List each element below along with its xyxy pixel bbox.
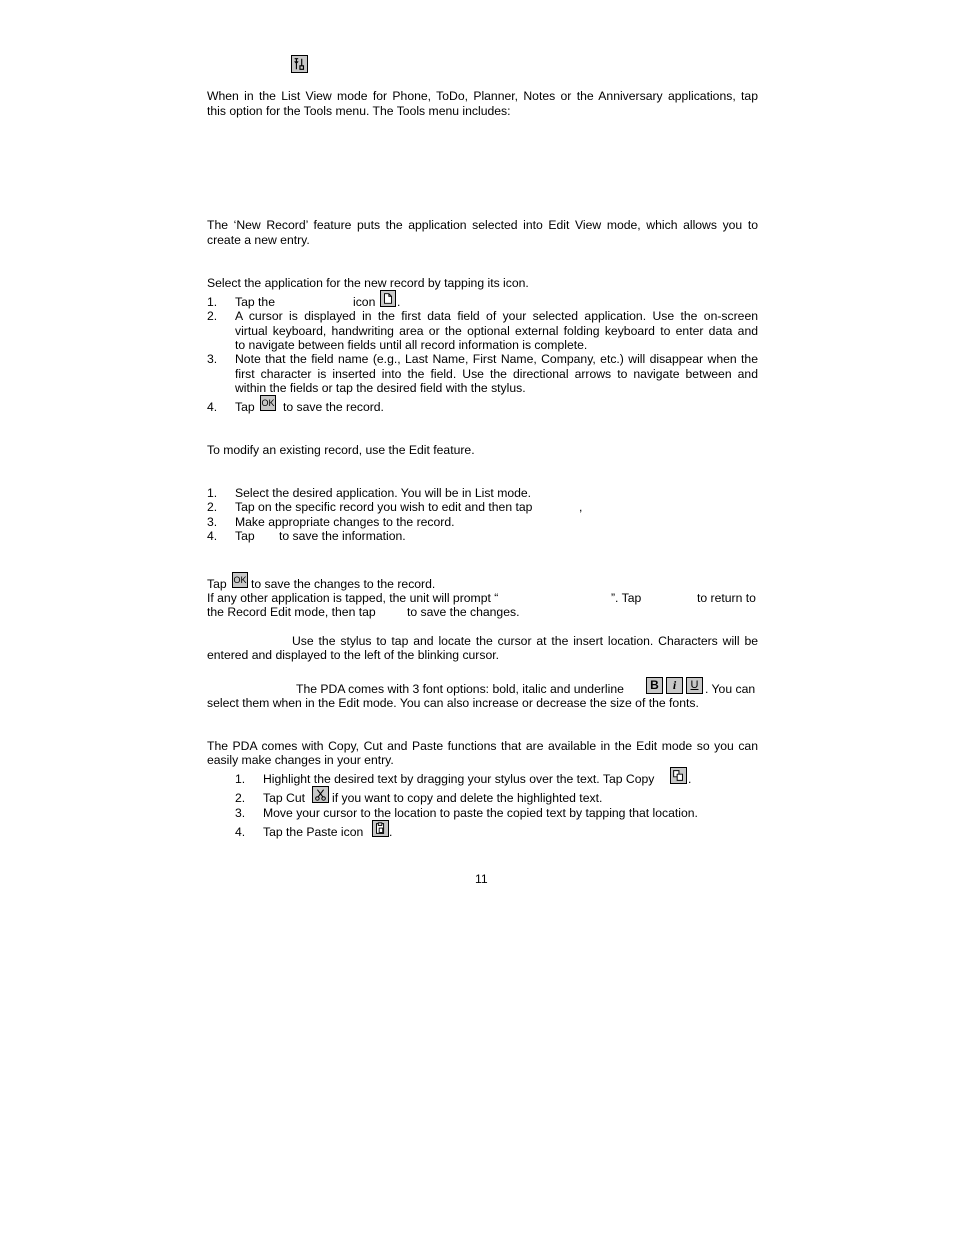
copy-step-4-b: . [389,825,393,839]
new-record-select: Select the application for the new record by tapping its icon. [207,276,529,290]
fonts-line-1-b: . You can [705,682,756,696]
edit-step-2: Tap on the specific record you wish to edit and then tap [235,500,533,514]
step-1-text-b: icon [353,295,376,309]
edit-step-4-b: to save the information. [279,529,406,543]
step-number: 2. [207,500,218,514]
save-line-1-b: to save the changes to the record. [251,577,436,591]
edit-intro: To modify an existing record, use the Edit feature. [207,443,475,457]
step-number: 4. [235,825,246,839]
tools-paragraph-line-2: this option for the Tools menu. The Tools menu includes: [207,104,511,118]
step-4-text-b: to save the record. [283,400,384,414]
bold-icon: B [646,677,663,694]
fonts-line-1-a: The PDA comes with 3 font options: bold, italic and underline [296,682,624,696]
step-2-line-3: to navigate between fields until all record information is complete. [235,338,588,352]
copy-icon [670,767,687,784]
cursor-line-2: entered and displayed to the left of the blinking cursor. [207,648,500,662]
step-number: 3. [207,515,218,529]
italic-icon: i [666,677,683,694]
copy-step-4-a: Tap the Paste icon [263,825,364,839]
copy-intro-line-2: easily make changes in your entry. [207,753,394,767]
save-line-1-a: Tap [207,577,227,591]
step-3-line-3: within the fields or tap the desired field with the stylus. [235,381,526,395]
step-number: 4. [207,400,218,414]
copy-step-1-b: . [688,772,692,786]
ok-icon: OK [232,572,248,588]
copy-step-2-a: Tap Cut [263,791,306,805]
step-2-line-2: virtual keyboard, handwriting area or the optional external folding keyboard to enter data and [235,324,758,338]
save-line-2-a: If any other application is tapped, the unit will prompt “ [207,591,499,605]
step-1-text-a: Tap the [235,295,275,309]
fonts-line-2: select them when in the Edit mode. You can also increase or decrease the size of the fonts. [207,696,699,710]
step-number: 4. [207,529,218,543]
save-line-2-b: ”. Tap [611,591,642,605]
edit-step-4-a: Tap [235,529,255,543]
copy-step-3: Move your cursor to the location to paste the copied text by tapping that location. [263,806,698,820]
step-1-text-c: . [397,295,401,309]
step-number: 1. [207,295,218,309]
step-number: 2. [207,309,218,323]
step-number: 3. [207,352,218,366]
copy-step-1-a: Highlight the desired text by dragging your stylus over the text. Tap Copy [263,772,655,786]
cursor-line-1: Use the stylus to tap and locate the cursor at the insert location. Characters will be [292,634,758,648]
save-line-3-a: the Record Edit mode, then tap [207,605,376,619]
step-4-text-a: Tap [235,400,255,414]
new-record-intro-line-2: create a new entry. [207,233,310,247]
copy-intro-line-1: The PDA comes with Copy, Cut and Paste functions that are available in the Edit mode so you can [207,739,758,753]
cut-icon [312,786,329,803]
step-3-line-1: Note that the field name (e.g., Last Name, First Name, Company, etc.) will disappear when the [235,352,758,366]
save-line-2-c: to return to [697,591,756,605]
ok-icon: OK [260,395,276,411]
edit-step-2-comma: , [579,500,583,514]
step-number: 2. [235,791,246,805]
paste-icon [372,820,389,837]
copy-step-2-b: if you want to copy and delete the highlighted text. [332,791,603,805]
edit-step-3: Make appropriate changes to the record. [235,515,455,529]
edit-step-1: Select the desired application. You will be in List mode. [235,486,532,500]
step-number: 1. [207,486,218,500]
save-line-3-b: to save the changes. [407,605,520,619]
new-record-intro-line-1: The ‘New Record’ feature puts the application selected into Edit View mode, which allows you to [207,218,758,232]
step-2-line-1: A cursor is displayed in the first data field of your selected application. Use the on-screen [235,309,758,323]
underline-icon: U [686,677,703,694]
step-number: 3. [235,806,246,820]
tools-paragraph-line-1: When in the List View mode for Phone, ToDo, Planner, Notes or the Anniversary applications, tap [207,89,758,103]
step-3-line-2: first character is inserted into the field. Use the directional arrows to navigate between and [235,367,758,381]
tools-icon [291,55,308,73]
new-record-icon [380,290,396,307]
step-number: 1. [235,772,246,786]
page-number: 11 [475,872,488,886]
